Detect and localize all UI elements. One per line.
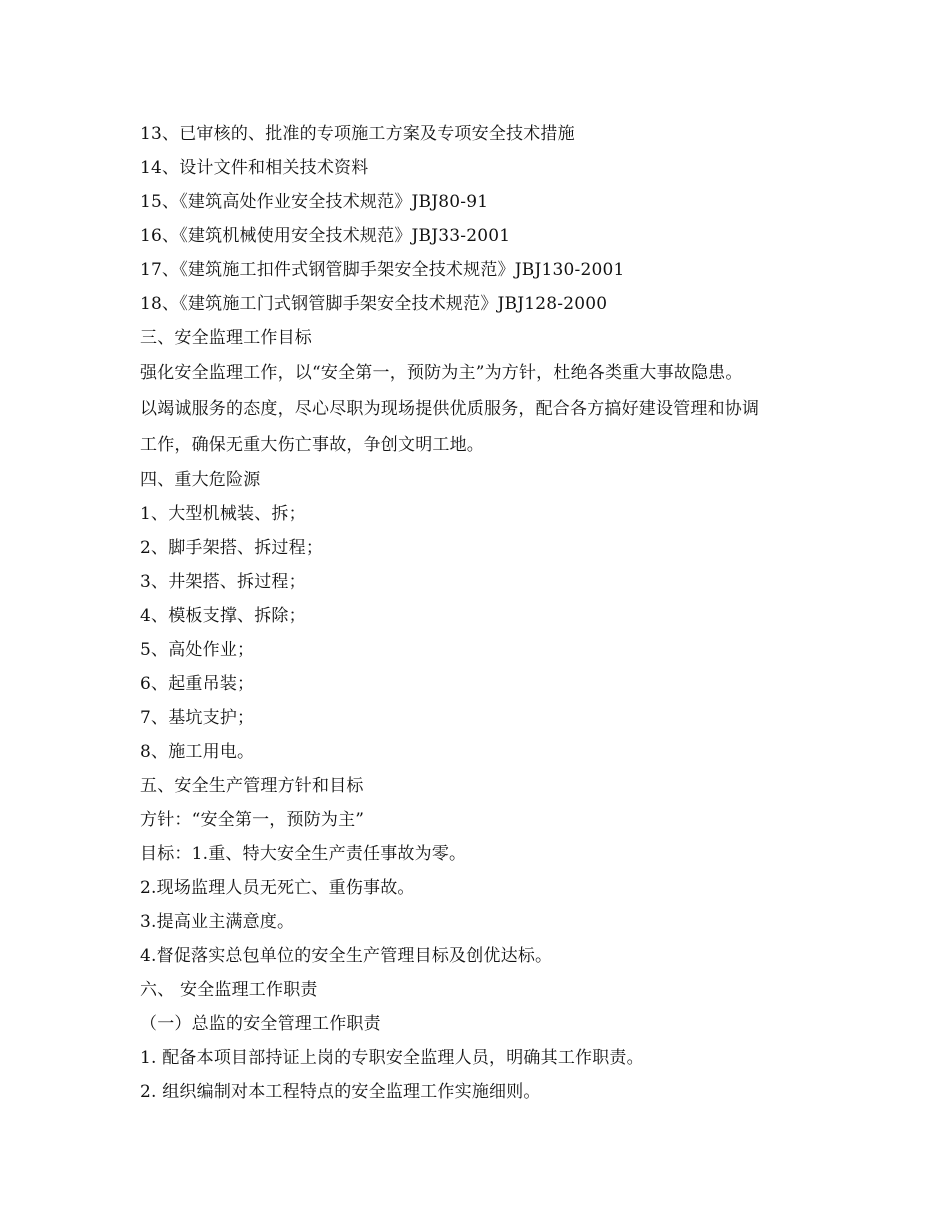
section-heading-5: 五、安全生产管理方针和目标 [140,776,364,796]
paragraph-line-1: 强化安全监理工作，以“安全第一，预防为主”为方针，杜绝各类重大事故隐患。 [140,363,743,383]
text-line-item-14: 14、设计文件和相关技术资料 [140,158,369,178]
goal-item-2: 2.现场监理人员无死亡、重伤事故。 [140,878,415,898]
goal-item-1: 目标：1.重、特大安全生产责任事故为零。 [140,844,467,864]
policy-line: 方针：“安全第一，预防为主” [140,810,365,830]
text-line-item-15: 15、《建筑高处作业安全技术规范》JBJ80-91 [140,192,489,212]
hazard-item-4: 4、模板支撑、拆除； [140,606,306,626]
hazard-item-2: 2、脚手架搭、拆过程； [140,538,324,558]
text-line-item-13: 13、已审核的、批准的专项施工方案及专项安全技术措施 [140,124,575,144]
duty-item-2: 2. 组织编制对本工程特点的安全监理工作实施细则。 [140,1082,541,1102]
section-heading-6: 六、 安全监理工作职责 [140,980,318,1000]
text-line-item-18: 18、《建筑施工门式钢管脚手架安全技术规范》JBJ128-2000 [140,294,608,314]
hazard-item-5: 5、高处作业； [140,640,255,660]
goal-item-4: 4.督促落实总包单位的安全生产管理目标及创优达标。 [140,946,553,966]
text-line-item-17: 17、《建筑施工扣件式钢管脚手架安全技术规范》JBJ130-2001 [140,260,625,280]
paragraph-line-3: 工作，确保无重大伤亡事故，争创文明工地。 [140,435,484,455]
subsection-heading-1: （一）总监的安全管理工作职责 [140,1014,381,1034]
section-heading-3: 三、安全监理工作目标 [140,328,312,348]
text-line-item-16: 16、《建筑机械使用安全技术规范》JBJ33-2001 [140,226,511,246]
hazard-item-1: 1、大型机械装、拆； [140,504,306,524]
document-body [140,117,820,1109]
hazard-item-3: 3、井架搭、拆过程； [140,572,306,592]
hazard-item-8: 8、施工用电。 [140,742,255,762]
section-heading-4: 四、重大危险源 [140,470,261,490]
paragraph-line-2: 以竭诚服务的态度，尽心尽职为现场提供优质服务，配合各方搞好建设管理和协调 [140,399,760,419]
goal-item-3: 3.提高业主满意度。 [140,912,295,932]
hazard-item-7: 7、基坑支护； [140,708,255,728]
hazard-item-6: 6、起重吊装； [140,674,255,694]
duty-item-1: 1. 配备本项目部持证上岗的专职安全监理人员，明确其工作职责。 [140,1048,644,1068]
